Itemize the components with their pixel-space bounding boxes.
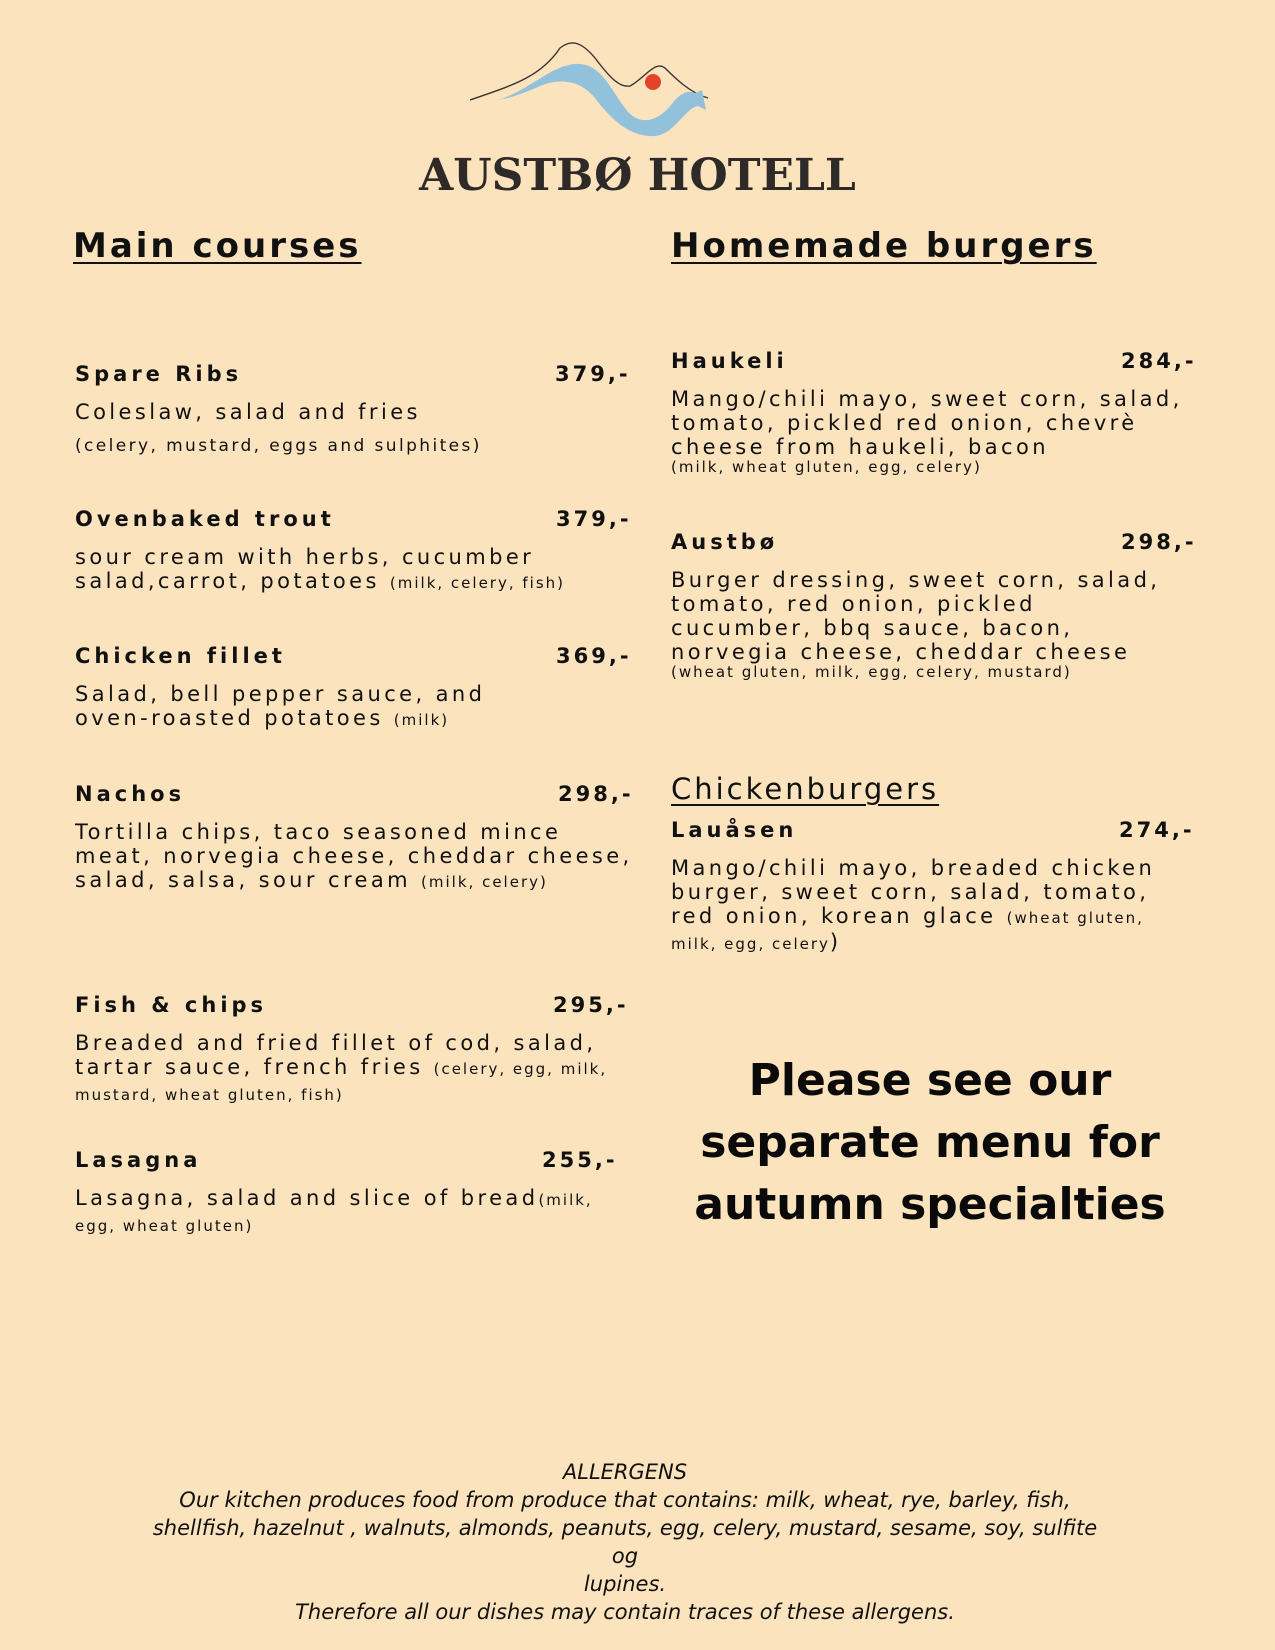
sun-icon <box>645 74 661 90</box>
menu-item-lauasen <box>671 818 1201 958</box>
allergens-line-3: lupines. <box>583 1572 667 1596</box>
item-allergens: (celery, egg, milk, mustard, wheat gluten, fish) <box>75 1060 608 1104</box>
item-price: 379,- <box>555 362 631 386</box>
item-description: Mango/chili mayo, breaded chicken burger, sweet corn, salad, tomato, red onion, korean glace (wheat gluten, milk, egg, celery) <box>671 856 1156 954</box>
chickenburgers-heading: Chickenburgers <box>671 772 940 806</box>
item-description: Breaded and fried fillet of cod, salad, tartar sauce, french fries (celery, egg, milk, mustard, wheat gluten, fish) <box>75 1031 608 1104</box>
item-name: Spare Ribs <box>75 362 243 386</box>
item-name: Lauåsen <box>671 818 798 842</box>
item-allergens: (milk, egg, wheat gluten) <box>75 1191 593 1235</box>
menu-item-austbo <box>671 530 1201 690</box>
mountain-logo-icon <box>470 38 760 148</box>
homemade-burgers-heading: Homemade burgers <box>671 226 1097 266</box>
item-name: Nachos <box>75 782 186 806</box>
item-description: Mango/chili mayo, sweet corn, salad, tomato, pickled red onion, chevrè cheese from haukeli, bacon (milk, wheat gluten, egg, celery) <box>671 387 1196 476</box>
item-allergens: (milk) <box>393 711 450 729</box>
item-description: Tortilla chips, taco seasoned mince meat, norvegia cheese, cheddar cheese, salad, salsa, sour cream (milk, celery) <box>75 820 633 892</box>
item-price: 274,- <box>1119 818 1195 842</box>
item-description: Burger dressing, sweet corn, salad, tomato, red onion, pickled cucumber, bbq sauce, bacon, norvegia cheese, cheddar cheese (wheat gluten, milk, egg, celery, mustard) <box>671 568 1186 681</box>
item-allergens: (milk, celery) <box>421 873 548 891</box>
menu-item-nachos <box>75 782 635 912</box>
item-description: Lasagna, salad and slice of bread(milk, egg, wheat gluten) <box>75 1186 593 1235</box>
allergens-title: ALLERGENS <box>562 1460 688 1484</box>
item-allergens: (milk, wheat gluten, egg, celery) <box>671 458 982 476</box>
allergens-line-4: Therefore all our dishes may contain traces of these allergens. <box>295 1600 955 1624</box>
menu-item-haukeli <box>671 349 1201 479</box>
item-price: 284,- <box>1121 349 1197 373</box>
item-price: 369,- <box>556 644 632 668</box>
menu-item-lasagna <box>75 1148 635 1235</box>
main-courses-heading: Main courses <box>73 226 362 266</box>
menu-item-ovenbaked-trout <box>75 507 635 597</box>
item-name: Fish & chips <box>75 993 268 1017</box>
item-name: Haukeli <box>671 349 788 373</box>
allergens-line-1: Our kitchen produces food from produce that contains: milk, wheat, rye, barley, fish, <box>179 1488 1071 1512</box>
item-description: Coleslaw, salad and fries <box>75 400 421 424</box>
item-allergens: (milk, celery, fish) <box>389 574 566 592</box>
menu-item-spare-ribs <box>75 362 635 462</box>
allergens-line-2: shellfish, hazelnut , walnuts, almonds, peanuts, egg, celery, mustard, sesame, soy, sulfite og <box>152 1516 1098 1568</box>
menu-item-fish-and-chips <box>75 993 635 1103</box>
item-price: 295,- <box>553 993 629 1017</box>
item-price: 255,- <box>542 1148 618 1172</box>
item-description: Salad, bell pepper sauce, and oven-roasted potatoes (milk) <box>75 682 486 730</box>
hotel-name: AUSTBØ HOTELL <box>419 150 856 201</box>
item-price: 379,- <box>556 507 632 531</box>
autumn-specialties-notice: Please see our separate menu for autumn specialties <box>694 1055 1166 1230</box>
item-price: 298,- <box>1121 530 1197 554</box>
item-name: Chicken fillet <box>75 644 286 668</box>
item-allergens: (wheat gluten, milk, egg, celery, mustard) <box>671 663 1072 681</box>
item-allergens: (wheat gluten, milk, egg, celery <box>671 909 1144 953</box>
item-allergens: (celery, mustard, eggs and sulphites) <box>75 436 482 456</box>
menu-item-chicken-fillet <box>75 644 635 734</box>
allergens-footer <box>150 1458 1100 1626</box>
item-name: Ovenbaked trout <box>75 507 335 531</box>
item-price: 298,- <box>558 782 634 806</box>
hotel-logo <box>470 38 760 148</box>
item-name: Austbø <box>671 530 779 554</box>
item-description: sour cream with herbs, cucumber salad,carrot, potatoes (milk, celery, fish) <box>75 545 566 593</box>
item-name: Lasagna <box>75 1148 202 1172</box>
